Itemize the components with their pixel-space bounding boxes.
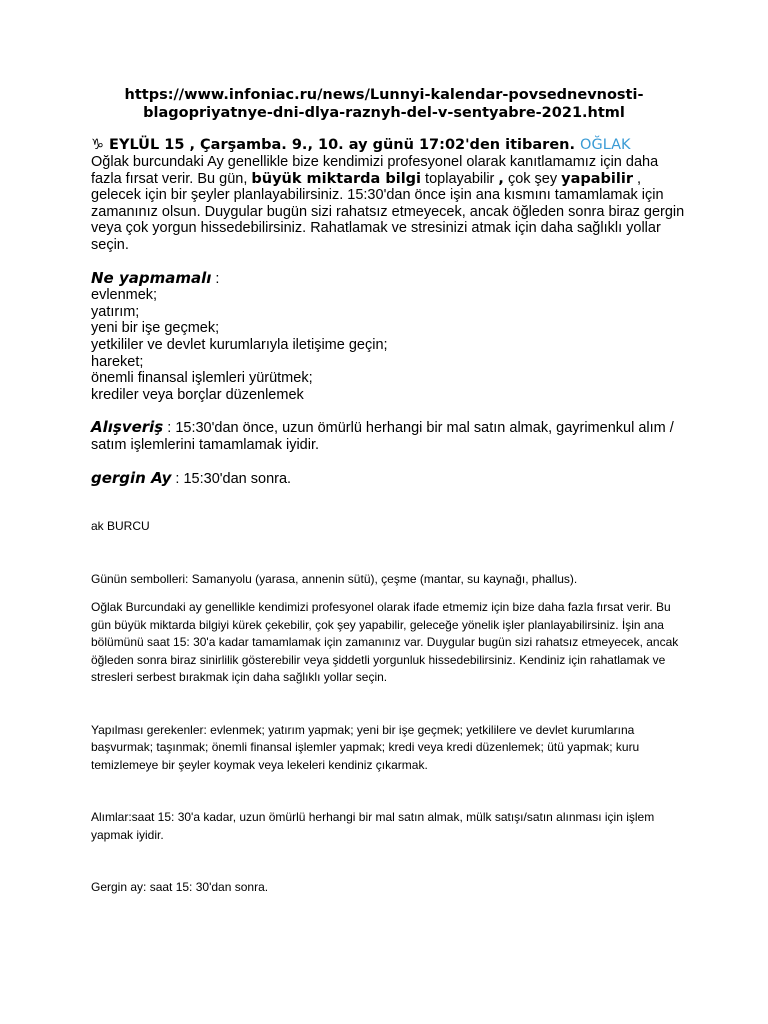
symbols-paragraph: Günün sembolleri: Samanyolu (yarasa, annenin sütü), çeşme (mantar, su kaynağı, phallus).	[91, 571, 578, 586]
intro-text-3: çok şey	[503, 170, 562, 187]
list-item: evlenmek;	[91, 287, 158, 304]
dont-heading	[91, 270, 691, 288]
second-tense-paragraph: Gergin ay: saat 15: 30'dan sonra.	[91, 880, 269, 894]
tense-text: : 15:30'dan sonra.	[171, 470, 292, 487]
source-url-line-1[interactable]: https://www.infoniac.ru/news/Lunnyi-kalendar-povsednevnosti-	[124, 87, 644, 103]
intro-text-4: , gelecek için bir şeyler planlayabilirsiniz. 15:30'dan önce işin ana kısmını tamamlamak için zamanınız olsun. Duygular bugün sizi rahatsız etmeyecek, ancak öğleden sonra biraz gergin veya çok yorgun hissedebilirsiniz. Rahatlamak ve stresinizi atmak için daha sağlıklı yollar seçin.	[91, 170, 685, 253]
source-url-line-2[interactable]: blagopriyatnye-dni-dlya-raznyh-del-v-sentyabre-2021.html	[143, 105, 625, 121]
secondary-section	[91, 518, 681, 897]
list-item: yeni bir işe geçmek;	[91, 320, 220, 337]
tense-moon-paragraph	[91, 470, 691, 488]
shopping-paragraph	[91, 419, 691, 453]
shopping-title: Alışveriş	[91, 418, 164, 437]
shopping-text: : 15:30'dan önce, uzun ömürlü herhangi bir mal satın almak, gayrimenkul alım / satım işlemlerini tamamlamak iyidir.	[91, 420, 674, 453]
list-item: yatırım;	[91, 303, 140, 320]
zodiac-sign-label: OĞLAK	[580, 137, 631, 153]
second-main-paragraph: Oğlak Burcundaki ay genellikle kendimizi profesyonel olarak ifade etmemiz için bize daha fazla fırsat verir. Bu gün büyük miktarda bilgiyi kürek çekebilir, çok şey yapabilir, geleceğe yönelik işler planlayabilirsiniz. İşin ana bölümünü saat 15: 30'a kadar tamamlamak için zamanınız var. Duygular bugün sizi rahatsız etmeyecek, ancak öğleden sonra biraz sinirlilik gösterebilir veya şiddetli yorgunluk hissedebilirsiniz. Kendiniz için rahatlamak ve stresleri serbest bırakmak için daha sağlıklı yollar seçin.	[91, 600, 679, 684]
intro-text-1: Oğlak burcundaki Ay genellikle bize kendimizi profesyonel olarak kanıtlamamız için daha fazla fırsat verir. Bu gün,	[91, 154, 659, 187]
purchases-paragraph: Alımlar:saat 15: 30'a kadar, uzun ömürlü herhangi bir mal satın almak, mülk satışı/satın alınması için işlem yapmak iyidir.	[91, 810, 655, 842]
tense-title: gergin Ay	[91, 468, 172, 487]
intro-bold-3: yapabilir	[561, 170, 633, 187]
dont-title: Ne yapmamalı	[91, 268, 212, 287]
list-item: yetkililer ve devlet kurumlarıyla iletişime geçin;	[91, 336, 388, 353]
intro-paragraph	[91, 154, 691, 254]
burcu-label: ak BURCU	[91, 519, 150, 533]
date-heading-text: EYLÜL 15 , Çarşamba. 9., 10. ay günü 17:02'den itibaren.	[104, 137, 581, 153]
list-item: hareket;	[91, 353, 144, 370]
list-item: önemli finansal işlemleri yürütmek;	[91, 370, 313, 387]
todo-paragraph: Yapılması gerekenler: evlenmek; yatırım yapmak; yeni bir işe geçmek; yetkililere ve devlet kurumlarına başvurmak; taşınmak; önemli finansal işlemler yapmak; kredi veya kredi düzenlemek; ütü yapmak; kuru temizlemeye bir şeyler koymak veya lekeleri kendiniz çıkarmak.	[91, 722, 640, 772]
capricorn-icon: ♑	[91, 137, 104, 153]
date-heading	[91, 136, 691, 154]
dont-list	[91, 287, 691, 403]
main-section	[91, 136, 691, 487]
intro-text-2: toplayabilir	[421, 170, 499, 187]
dont-colon: :	[211, 270, 220, 287]
list-item: krediler veya borçlar düzenlemek	[91, 386, 304, 403]
intro-bold-1: büyük miktarda bilgi	[251, 170, 422, 187]
intro-bold-2: ,	[498, 170, 504, 187]
source-url[interactable]	[60, 86, 708, 122]
